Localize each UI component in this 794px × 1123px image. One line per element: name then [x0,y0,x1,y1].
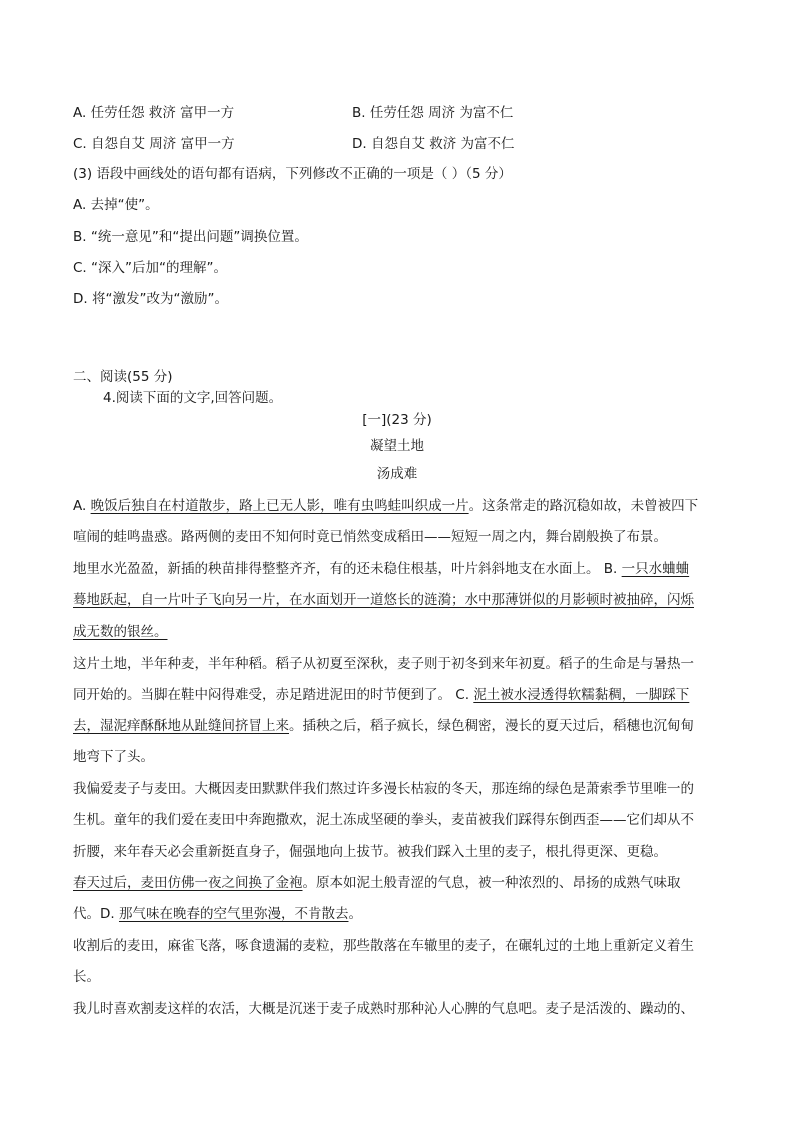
passage-author: 汤成难 [376,466,418,482]
passage-line: 我偏爱麦子与麦田。大概因麦田默默伴我们熬过许多漫长枯寂的冬天，那连绵的绿色是萧索季节里唯一的 [73,781,694,797]
underlined-sentence-c: 泥土被水浸透得软糯黏稠，一脚踩下 [473,687,690,703]
text: 同开始的。当脚在鞋中闷得难受，赤足踏进泥田的时节便到了。 C. [73,687,474,703]
passage-line: 折腰，来年春天必会重新挺直身子，倔强地向上拔节。被我们踩入土里的麦子，根扎得更深、更稳。 [73,844,667,860]
passage-line [73,686,689,704]
passage-line: 生机。童年的我们爱在麦田中奔跑撒欢，泥土冻成坚硬的拳头，麦苗被我们踩得东倒西歪——它们却从不 [73,812,694,828]
passage-title: 凝望土地 [370,438,424,454]
question-3-stem: (3) 语段中画线处的语句都有语病，下列修改不正确的一项是（ ）（5 分） [73,166,512,182]
text: 。 [348,906,362,922]
text: 。原本如泥土般青涩的气息，被一种浓烈的、昂扬的成熟气味取 [302,875,681,891]
passage-line: 喧闹的蛙鸣蛊惑。路两侧的麦田不知何时竟已悄然变成稻田——短短一周之内，舞台剧般换了布景。 [73,529,667,545]
section-instruction: 4.阅读下面的文字,回答问题。 [103,390,283,406]
text: 地里水光盈盈，新插的秧苗排得整整齐齐，有的还未稳住根基，叶片斜斜地支在水面上。 B. [73,561,622,577]
section-heading: 二、阅读(55 分) [73,369,173,385]
option-b: B. 任劳任怨 周济 为富不仁 [352,105,514,121]
underlined-sentence-d: 那气味在晚春的空气里弥漫，不肯散去 [118,906,349,922]
passage-line [73,874,681,892]
text: 。插秧之后，稻子疯长，绿色稠密，漫长的夏天过后，稻穗也沉甸甸 [289,718,694,734]
question-3-option-b: B. “统一意见”和“提出问题”调换位置。 [73,229,308,245]
underlined-sentence-a: 晚饭后独自在村道散步，路上已无人影，唯有虫鸣蛙叫织成一片 [90,498,469,514]
underlined-sentence: 春天过后，麦田仿佛一夜之间换了金袍 [73,875,303,891]
passage-line: 这片土地，半年种麦，半年种稻。稻子从初夏至深秋，麦子则于初冬到来年初夏。稻子的生命是与暑热一 [73,656,694,672]
underlined-sentence-b: 一只水蛐蛐 [621,561,690,577]
passage-line: 长。 [73,969,100,985]
underlined-sentence-b-end: 成无数的银丝。 [73,624,168,640]
passage-line: 我儿时喜欢割麦这样的农活，大概是沉迷于麦子成熟时那种沁人心脾的气息吧。麦子是活泼的、躁动的、 [73,1001,694,1017]
option-c: C. 自怨自艾 周济 富甲一方 [73,136,235,152]
passage-line [73,560,689,578]
underlined-sentence-c-cont: 去，湿泥痒酥酥地从趾缝间挤冒上来 [73,718,289,734]
question-3-option-c: C. “深入”后加“的理解”。 [73,260,227,276]
passage-line: 收割后的麦田，麻雀飞落，啄食遗漏的麦粒，那些散落在车辙里的麦子，在碾轧过的土地上重新定义着生 [73,938,694,954]
text: 。这条常走的路沉稳如故，未曾被四下 [468,498,699,514]
passage-line [73,497,698,515]
text: 代。D. [73,906,119,922]
question-3-option-d: D. 将“激发”改为“激励”。 [73,291,228,307]
underlined-sentence-b-cont: 蓦地跃起，自一片叶子飞向另一片，在水面划开一道悠长的涟漪；水中那薄饼似的月影顿时被抽碎，闪烁 [73,592,694,608]
question-3-option-a: A. 去掉“使”。 [73,197,159,213]
option-a: A. 任劳任怨 救济 富甲一方 [73,105,235,121]
passage-line: 地弯下了头。 [73,749,154,765]
marker-a: A. [73,498,91,514]
option-d: D. 自怨自艾 救济 为富不仁 [352,136,515,152]
passage-line [73,905,362,923]
part-label: [一](23 分) [362,412,432,428]
passage-line [73,717,694,735]
